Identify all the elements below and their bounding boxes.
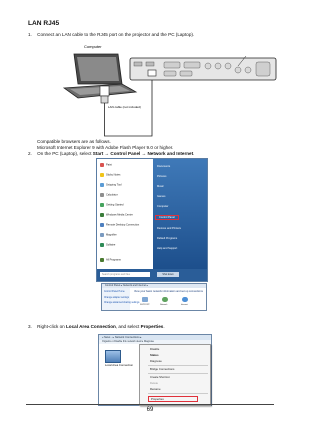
control-panel-menu-item[interactable]: Control Panel [155, 215, 179, 220]
menu-item[interactable]: Windows Media Center [100, 213, 133, 217]
menu-item[interactable]: Snipping Tool [100, 183, 122, 187]
start-menu-screenshot [96, 158, 208, 282]
shutdown-button[interactable]: Shut down [157, 272, 179, 277]
page-number: 69 [146, 407, 154, 413]
menu-item[interactable]: Default Programs [157, 237, 178, 240]
step-bold-control-panel: Control Panel [110, 151, 141, 156]
address-bar[interactable]: Control Panel ▸ Network and Internet ▸ [102, 284, 206, 288]
menu-item[interactable]: Magnifier [100, 233, 117, 237]
menu-item[interactable]: Devices and Printers [157, 227, 181, 230]
computer-icon [142, 297, 148, 302]
menu-item[interactable]: Solitaire [100, 243, 115, 247]
step-bold-network: Network and Internet [147, 151, 194, 156]
menu-item[interactable]: Games [157, 195, 166, 198]
menu-item[interactable]: Pictures [157, 175, 167, 178]
menu-item[interactable]: Bridge Connections [150, 367, 175, 371]
step-text-pre: On the PC (Laptop), select [37, 151, 93, 156]
sidebar-link[interactable]: Control Panel Home [104, 291, 125, 293]
arrow: → [140, 151, 148, 156]
step-number: 2. [28, 151, 32, 156]
menu-item[interactable]: Paint [100, 163, 112, 167]
menu-item[interactable]: Diagnose [150, 359, 162, 363]
menu-item[interactable]: Music [157, 185, 164, 188]
step-text: Connect an LAN cable to the RJ45 port on the projector and the PC (Laptop). [37, 32, 195, 37]
step-bold-local-area: Local Area Connection [65, 324, 116, 329]
step-bold-properties: Properties [140, 324, 164, 329]
node-label: SUPPORT [140, 304, 150, 306]
menu-item[interactable]: Calculator [100, 193, 118, 197]
menu-item[interactable]: Computer [157, 205, 169, 208]
properties-menu-item[interactable]: Properties [148, 396, 198, 402]
arrow: → [103, 151, 111, 156]
menu-item[interactable]: Sticky Notes [100, 173, 120, 177]
compat-line-2: Microsoft Internet Explorer 9 with Adobe Flash Player 9.0 or higher. [37, 145, 174, 150]
start-menu-places [153, 159, 207, 269]
step-3: 3. Right-click on Local Area Connection, and select Properties. [28, 324, 165, 329]
footer-rule [26, 404, 274, 405]
step-2: 2. On the PC (Laptop), select Start → Control Panel → Network and Internet. [28, 151, 195, 156]
search-input[interactable]: Search programs and files [100, 272, 150, 277]
cable-label: LAN cable (not included) [108, 105, 141, 109]
menu-item[interactable]: Rename [150, 387, 161, 391]
menu-item[interactable]: Getting Started [100, 203, 123, 207]
node-label: Network [160, 304, 168, 306]
step-1 [28, 32, 194, 38]
connection-diagram [60, 40, 280, 140]
sidebar-link[interactable]: Change adapter settings [104, 297, 130, 299]
network-icon [162, 297, 168, 302]
address-bar[interactable]: « Netw... ▸ Network Connections ▸ [99, 335, 211, 340]
network-connections-screenshot [98, 334, 212, 406]
computer-label: Computer [84, 44, 102, 49]
all-programs-item[interactable]: All Programs [100, 258, 121, 262]
context-menu [139, 344, 211, 406]
menu-item[interactable]: Disable [150, 347, 160, 351]
menu-item[interactable]: Create Shortcut [150, 375, 170, 379]
projector-rear-panel [130, 56, 276, 80]
step-number: 3. [28, 324, 32, 329]
menu-item[interactable]: Delete [150, 381, 159, 385]
compat-line-1: Compatible browsers are as follows. [37, 139, 111, 144]
step-bold-start: Start [92, 151, 104, 156]
menu-item[interactable]: Remote Desktop Connection [100, 223, 139, 227]
control-panel-screenshot [101, 283, 207, 311]
network-adapter-icon[interactable] [105, 350, 121, 363]
menu-item[interactable]: Documents [157, 165, 171, 168]
toolbar[interactable]: Organize ▾ Disable this network device Diagnose [99, 340, 211, 344]
adapter-label[interactable]: Local Area Connection [104, 363, 134, 367]
page-title: LAN RJ45 [28, 20, 60, 27]
step-number: 1. [28, 32, 32, 37]
start-menu-programs [97, 159, 153, 269]
network-heading: View your basic network information and set up connections [134, 290, 203, 293]
sidebar-link[interactable]: Change advanced sharing settings [104, 302, 140, 304]
control-panel-sidebar [102, 288, 140, 310]
node-label: Internet [181, 304, 188, 306]
internet-icon [182, 297, 188, 302]
menu-item[interactable]: Status [150, 353, 159, 357]
menu-item[interactable]: Help and Support [157, 247, 178, 250]
start-menu-bottom-bar [97, 269, 207, 281]
